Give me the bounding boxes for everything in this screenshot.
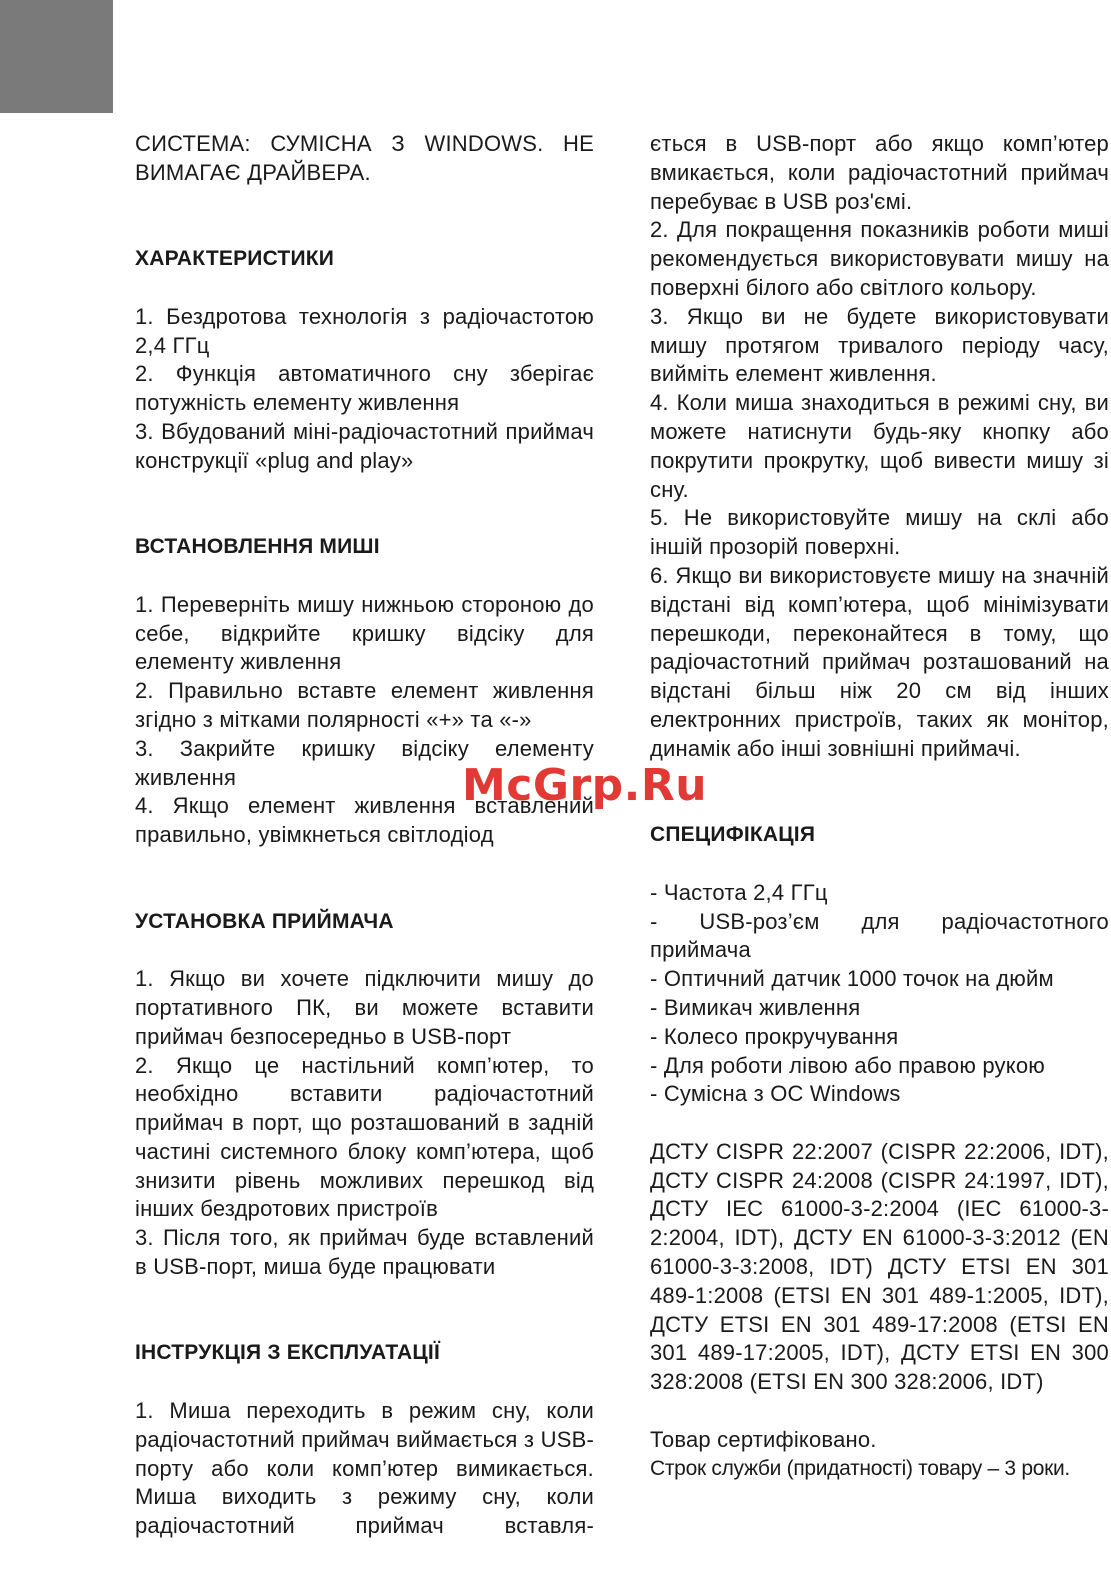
spec-item-2: - USB-роз’єм для радіочастотного приймача — [650, 908, 1109, 963]
spec-item-7: - Сумісна з ОС Windows — [650, 1081, 901, 1107]
operation-item-4: 4. Коли миша знаходиться в режимі сну, ви можете натиснути будь-яку кнопку або покрутити прокрутку, щоб вивести мишу зі сну. — [650, 390, 1109, 502]
receiver-install-heading: УСТАНОВКА ПРИЙМАЧА — [135, 909, 394, 933]
receiver-install-item-2: 2. Якщо це настільний комп’ютер, то необхідно вставити радіочастотний приймач в порт, що розташований в задній частині системного блоку комп’ютера, щоб знизити рівень можливих перешкод від інших бездротових пристроїв — [135, 1052, 594, 1222]
page-corner-tab — [0, 0, 113, 113]
receiver-install-item-3: 3. Після того, як приймач буде вставлений в USB-порт, миша буде працювати — [135, 1225, 594, 1280]
spec-item-5: - Колесо прокручування — [650, 1023, 899, 1049]
spec-item-4: - Вимикач живлення — [650, 994, 861, 1020]
standards-text: ДСТУ CISPR 22:2007 (CISPR 22:2006, IDT), ДСТУ CISPR 24:2008 (CISPR 24:1997, IDT), ДСТУ IEC 61000-3-2:2004 (IEC 61000-3-2:2004, IDT), ДСТУ EN 61000-3-3:2012 (EN 61000-3-3:2008, IDT) ДСТУ ETSI EN 301 489-1:2008 (ETSI EN 301 489-1:2005, IDT), ДСТУ ETSI EN 301 489-17:2008 (ETSI EN 301 489-17:2005, IDT), ДСТУ ETSI EN 300 328:2008 (ETSI EN 300 328:2006, IDT) — [650, 1138, 1109, 1395]
specification-heading: СПЕЦИФІКАЦІЯ — [650, 823, 816, 847]
receiver-install-item-1: 1. Якщо ви хочете підключити мишу до портативного ПК, ви можете вставити приймач безпосередньо в USB-порт — [135, 966, 594, 1049]
watermark-text: McGrp.Ru — [462, 760, 708, 811]
spec-item-6: - Для роботи лівою або правою рукою — [650, 1052, 1045, 1078]
system-compatibility-text: СИСТЕМА: СУМІСНА З WINDOWS. НЕ ВИМАГАЄ ДРАЙВЕРА. — [135, 131, 594, 185]
operation-item-1-end: ється в USB-порт або якщо комп’ютер вмикається, коли радіочастотний приймач перебуває в USB роз'ємі. — [650, 131, 1109, 214]
right-column — [650, 130, 1109, 1483]
features-heading: ХАРАКТЕРИСТИКИ — [135, 247, 335, 271]
mouse-install-heading: ВСТАНОВЛЕННЯ МИШІ — [135, 535, 380, 559]
mouse-install-item-2: 2. Правильно вставте елемент живлення згідно з мітками полярності «+» та «-» — [135, 678, 594, 732]
operation-heading: ІНСТРУКЦІЯ З ЕКСПЛУАТАЦІЇ — [135, 1341, 440, 1365]
features-item-3: 3. Вбудований міні-радіочастотний приймач конструкції «plug and play» — [135, 418, 594, 473]
operation-item-5: 5. Не використовуйте мишу на склі або іншій прозорій поверхні. — [650, 505, 1109, 560]
left-column — [135, 130, 594, 1541]
mouse-install-item-1: 1. Переверніть мишу нижньою стороною до себе, відкрийте кришку відсіку для елементу живлення — [135, 591, 594, 675]
service-life-text: Строк служби (придатності) товару – 3 роки. — [650, 1456, 1070, 1480]
operation-item-2: 2. Для покращення показників роботи миші рекомендується використовувати мишу на поверхні білого або світлого кольору. — [650, 217, 1109, 300]
spec-item-1: - Частота 2,4 ГГц — [650, 879, 828, 905]
operation-item-6: 6. Якщо ви використовуєте мишу на значній відстані від комп’ютера, щоб мінімізувати перешкоди, переконайтеся в тому, що радіочастотний приймач розташований на відстані більш ніж 20 см від інших електронних пристроїв, таких як монітор, динамік або інші зовнішні приймачі. — [650, 562, 1109, 761]
mouse-install-item-3: 3. Закрийте кришку відсіку елементу живлення — [135, 735, 594, 790]
mouse-install-item-4: 4. Якщо елемент живлення вставлений правильно, увімкнеться світлодіод — [135, 793, 594, 848]
features-item-2: 2. Функція автоматичного сну зберігає потужність елементу живлення — [135, 361, 594, 416]
operation-item-1-start: 1. Миша переходить в режим сну, коли радіочастотний приймач виймається з USB-порту або коли комп’ютер вимикається. Миша виходить з режиму сну, коли радіочастотний приймач вставля- — [135, 1398, 594, 1539]
certified-text: Товар сертифіковано. — [650, 1426, 877, 1452]
features-item-1: 1. Бездротова технологія з радіочастотою 2,4 ГГц — [135, 303, 594, 358]
operation-item-3: 3. Якщо ви не будете використовувати мишу протягом тривалого періоду часу, вийміть елемент живлення. — [650, 303, 1109, 387]
spec-item-3: - Оптичний датчик 1000 точок на дюйм — [650, 966, 1054, 992]
